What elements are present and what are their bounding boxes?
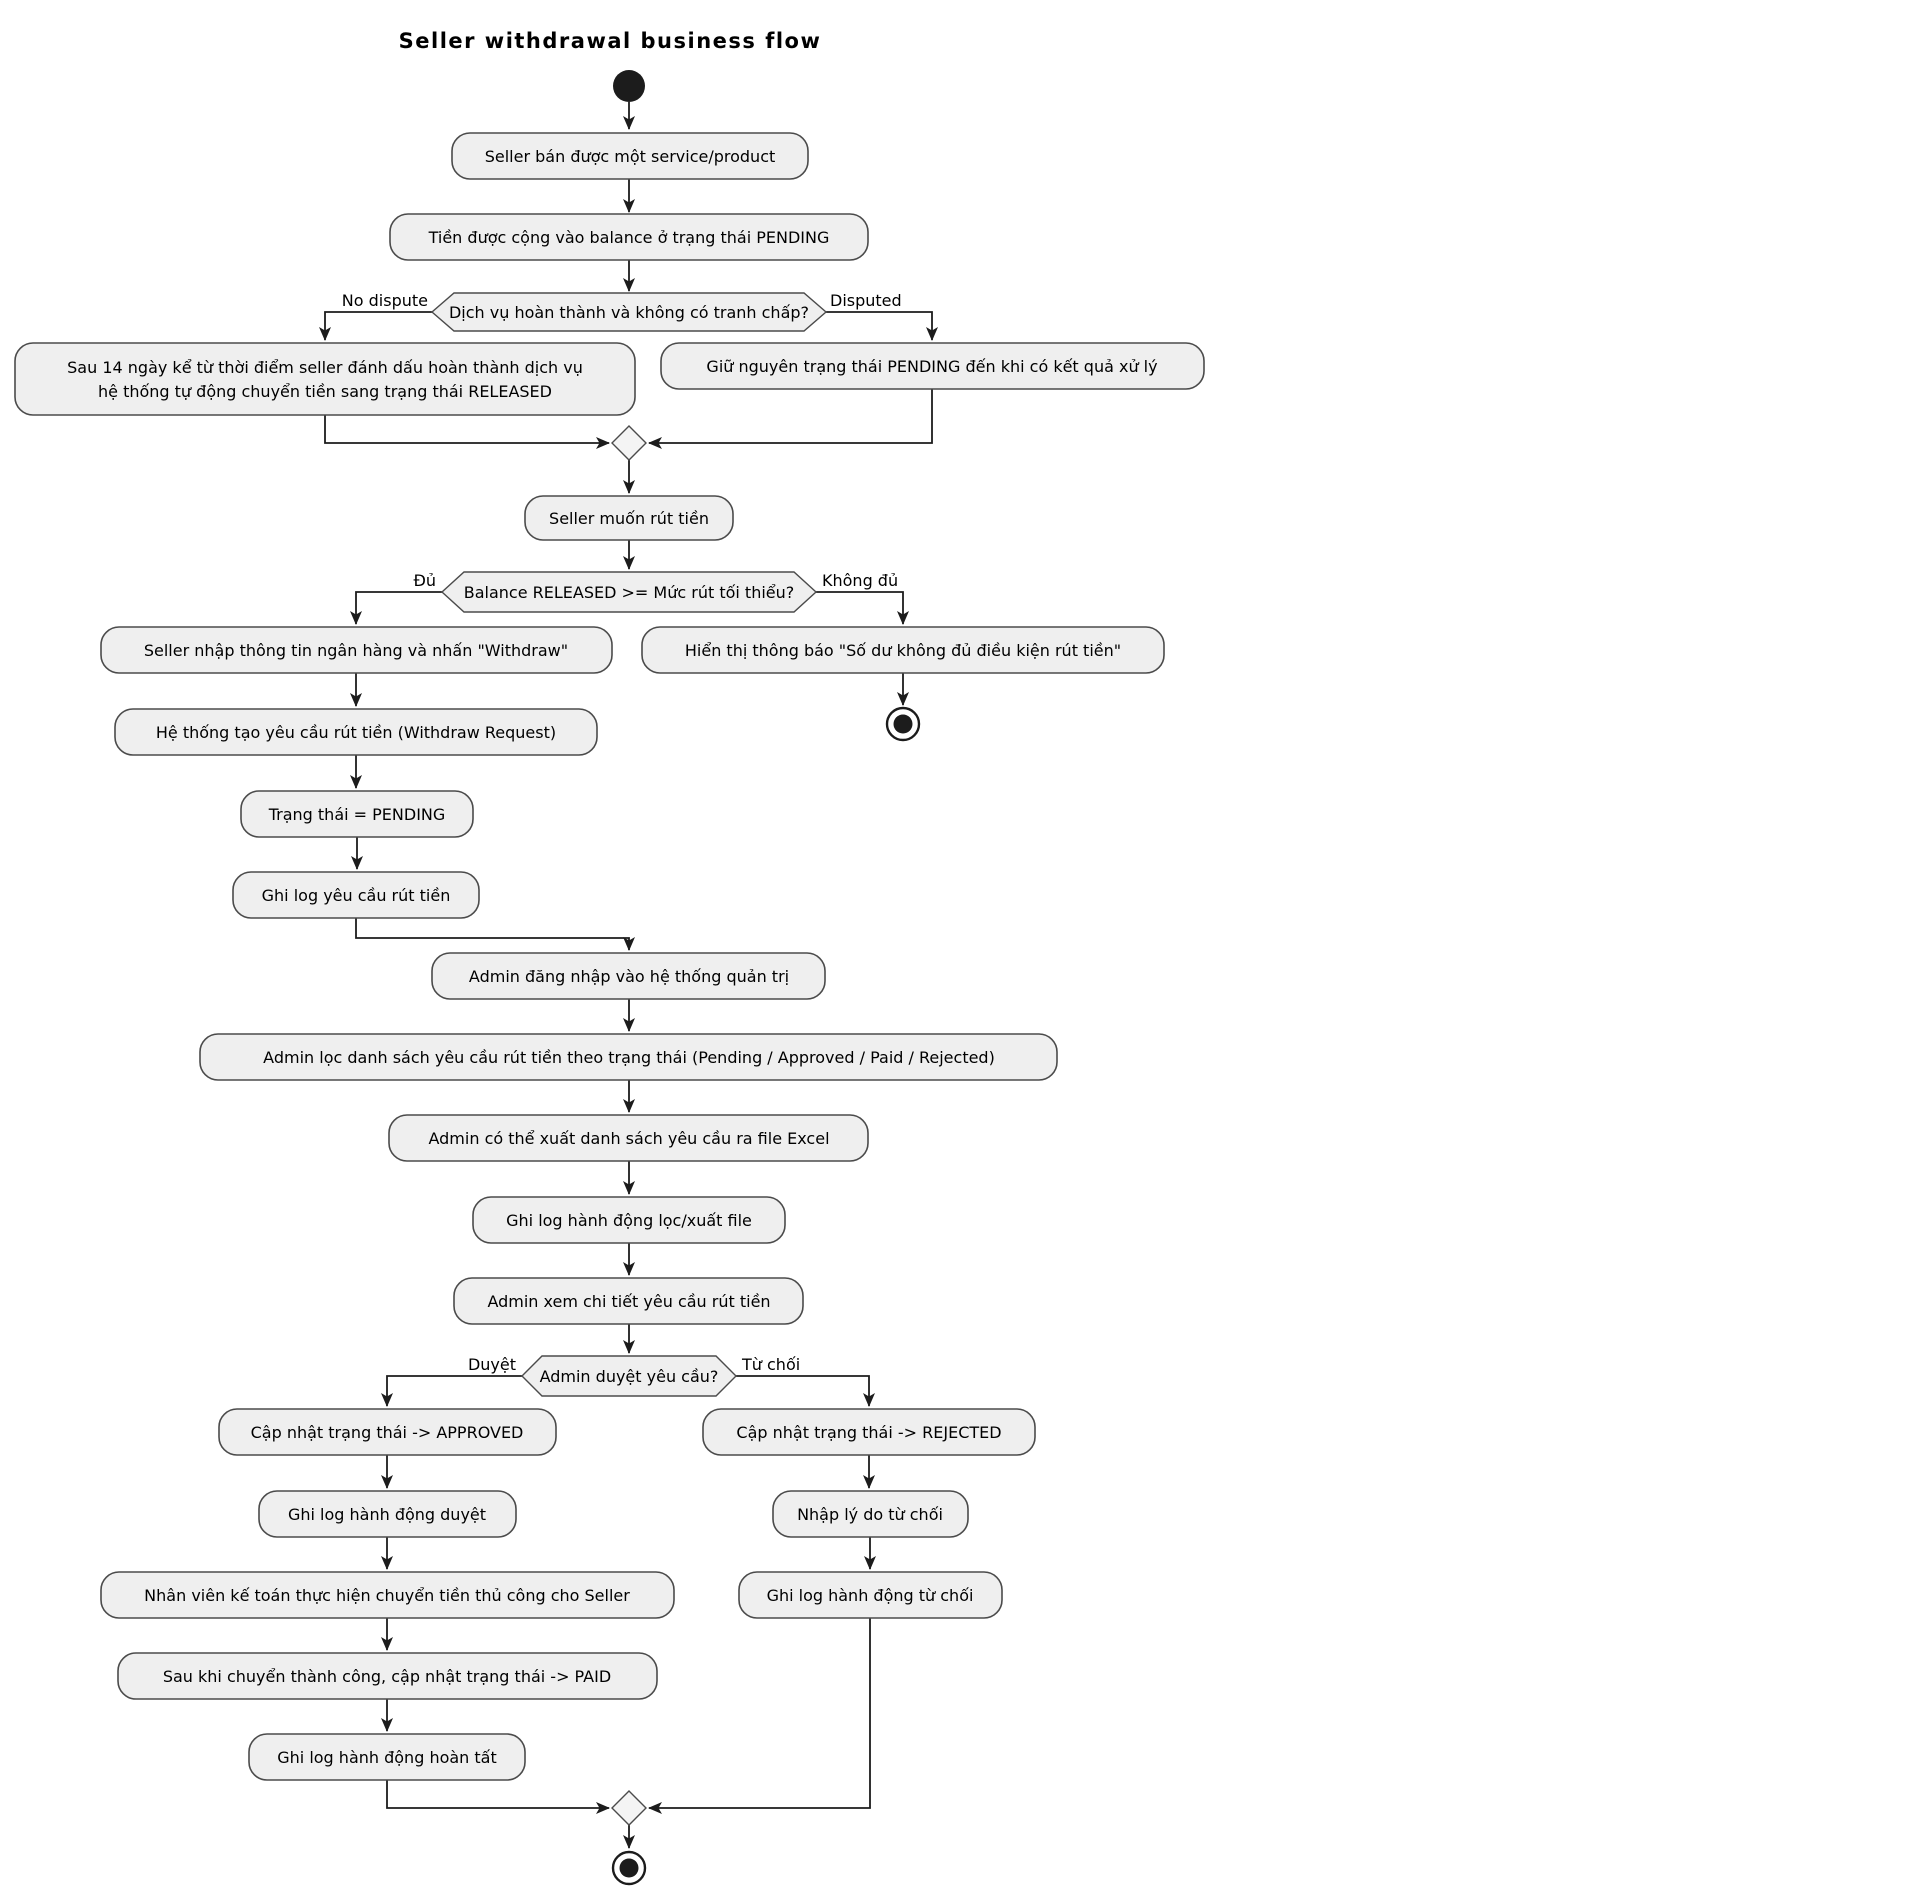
decision-dispute: [432, 293, 826, 331]
activity-released-line1: Sau 14 ngày kể từ thời điểm seller đánh dấu hoàn thành dịch vụ: [67, 358, 583, 377]
activity-enter-bank: [101, 627, 612, 673]
activity-log-reject-label: Ghi log hành động từ chối: [766, 1586, 974, 1605]
activity-admin-login: [432, 953, 825, 999]
activity-manual-transfer-label: Nhân viên kế toán thực hiện chuyển tiền thủ công cho Seller: [144, 1586, 630, 1605]
diagram-title: Seller withdrawal business flow: [398, 29, 822, 53]
edge-d1-no-dispute: [325, 312, 432, 340]
activity-log-filter-label: Ghi log hành động lọc/xuất file: [506, 1211, 752, 1230]
activity-enter-bank-label: Seller nhập thông tin ngân hàng và nhấn "Withdraw": [143, 641, 569, 660]
decision-balance: [442, 572, 816, 612]
activity-log-request-label: Ghi log yêu cầu rút tiền: [261, 886, 451, 905]
activity-pending-balance-label: Tiền được cộng vào balance ở trạng thái PENDING: [428, 228, 830, 247]
activity-status-pending-label: Trạng thái = PENDING: [268, 805, 446, 824]
activity-log-approve-label: Ghi log hành động duyệt: [287, 1505, 487, 1524]
activity-rejected: [703, 1409, 1035, 1455]
activity-reject-reason-label: Nhập lý do từ chối: [797, 1505, 943, 1524]
activity-admin-view: [454, 1278, 803, 1324]
activity-released-line2: hệ thống tự động chuyển tiền sang trạng thái RELEASED: [98, 382, 552, 401]
activity-want-withdraw: [525, 496, 733, 540]
edge-log-done-to-merge2: [387, 1780, 609, 1808]
edge-label-du: Đủ: [413, 571, 436, 590]
activity-admin-export: [389, 1115, 868, 1161]
activity-want-withdraw-label: Seller muốn rút tiền: [549, 509, 709, 528]
activity-rejected-label: Cập nhật trạng thái -> REJECTED: [736, 1423, 1002, 1442]
decision-balance-label: Balance RELEASED >= Mức rút tối thiểu?: [463, 583, 795, 602]
activity-approved: [219, 1409, 556, 1455]
activity-admin-filter: [200, 1034, 1057, 1080]
activity-sell-label: Seller bán được một service/product: [484, 147, 776, 166]
activity-keep-pending: [661, 343, 1204, 389]
edge-d1-disputed: [826, 312, 932, 340]
edge-label-khong-du: Không đủ: [822, 571, 899, 590]
decision-dispute-label: Dịch vụ hoàn thành và không có tranh chấp?: [448, 303, 810, 322]
merge-diamond-2: [612, 1791, 646, 1825]
edge-d2-khong-du: [816, 592, 903, 624]
activity-sell: [452, 133, 808, 179]
activity-manual-transfer: [101, 1572, 674, 1618]
activity-log-reject: [739, 1572, 1002, 1618]
activity-pending-balance: [390, 214, 868, 260]
edge-label-tu-choi: Từ chối: [742, 1355, 801, 1374]
activity-released: [15, 343, 635, 415]
activity-log-filter: [473, 1197, 785, 1243]
edge-label-duyet: Duyệt: [467, 1355, 516, 1374]
edge-d3-duyet: [387, 1376, 522, 1406]
edge-log-reject-to-merge2: [649, 1618, 870, 1808]
activity-reject-reason: [773, 1491, 968, 1537]
activity-admin-export-label: Admin có thể xuất danh sách yêu cầu ra file Excel: [428, 1129, 830, 1148]
activity-admin-login-label: Admin đăng nhập vào hệ thống quản trị: [468, 967, 790, 986]
edge-label-disputed: Disputed: [830, 291, 902, 310]
edge-log-request-to-admin-login: [356, 918, 629, 950]
activity-insufficient-label: Hiển thị thông báo "Số dư không đủ điều kiện rút tiền": [684, 641, 1122, 660]
edge-d2-du: [356, 592, 442, 624]
activity-log-done-label: Ghi log hành động hoàn tất: [277, 1748, 497, 1767]
activity-create-request-label: Hệ thống tạo yêu cầu rút tiền (Withdraw Request): [155, 723, 557, 742]
end-node-insufficient: [887, 708, 919, 740]
activity-create-request: [115, 709, 597, 755]
start-node-icon: [613, 70, 645, 102]
activity-admin-view-label: Admin xem chi tiết yêu cầu rút tiền: [487, 1292, 771, 1311]
edge-keep-pending-to-merge1: [649, 389, 932, 443]
activity-paid-label: Sau khi chuyển thành công, cập nhật trạng thái -> PAID: [162, 1667, 612, 1686]
decision-approve-label: Admin duyệt yêu cầu?: [539, 1367, 719, 1386]
activity-log-done: [249, 1734, 525, 1780]
merge-diamond-1: [612, 426, 646, 460]
activity-keep-pending-label: Giữ nguyên trạng thái PENDING đến khi có kết quả xử lý: [706, 357, 1158, 376]
activity-paid: [118, 1653, 657, 1699]
decision-approve: [522, 1356, 736, 1396]
edge-d3-tu-choi: [736, 1376, 869, 1406]
edge-released-to-merge1: [325, 415, 609, 443]
edge-label-no-dispute: No dispute: [341, 291, 428, 310]
activity-log-request: [233, 872, 479, 918]
activity-insufficient: [642, 627, 1164, 673]
activity-admin-filter-label: Admin lọc danh sách yêu cầu rút tiền theo trạng thái (Pending / Approved / Paid / Rejected): [263, 1048, 995, 1067]
activity-approved-label: Cập nhật trạng thái -> APPROVED: [250, 1423, 524, 1442]
end-node-final: [613, 1852, 645, 1884]
activity-status-pending: [241, 791, 473, 837]
activity-log-approve: [259, 1491, 516, 1537]
